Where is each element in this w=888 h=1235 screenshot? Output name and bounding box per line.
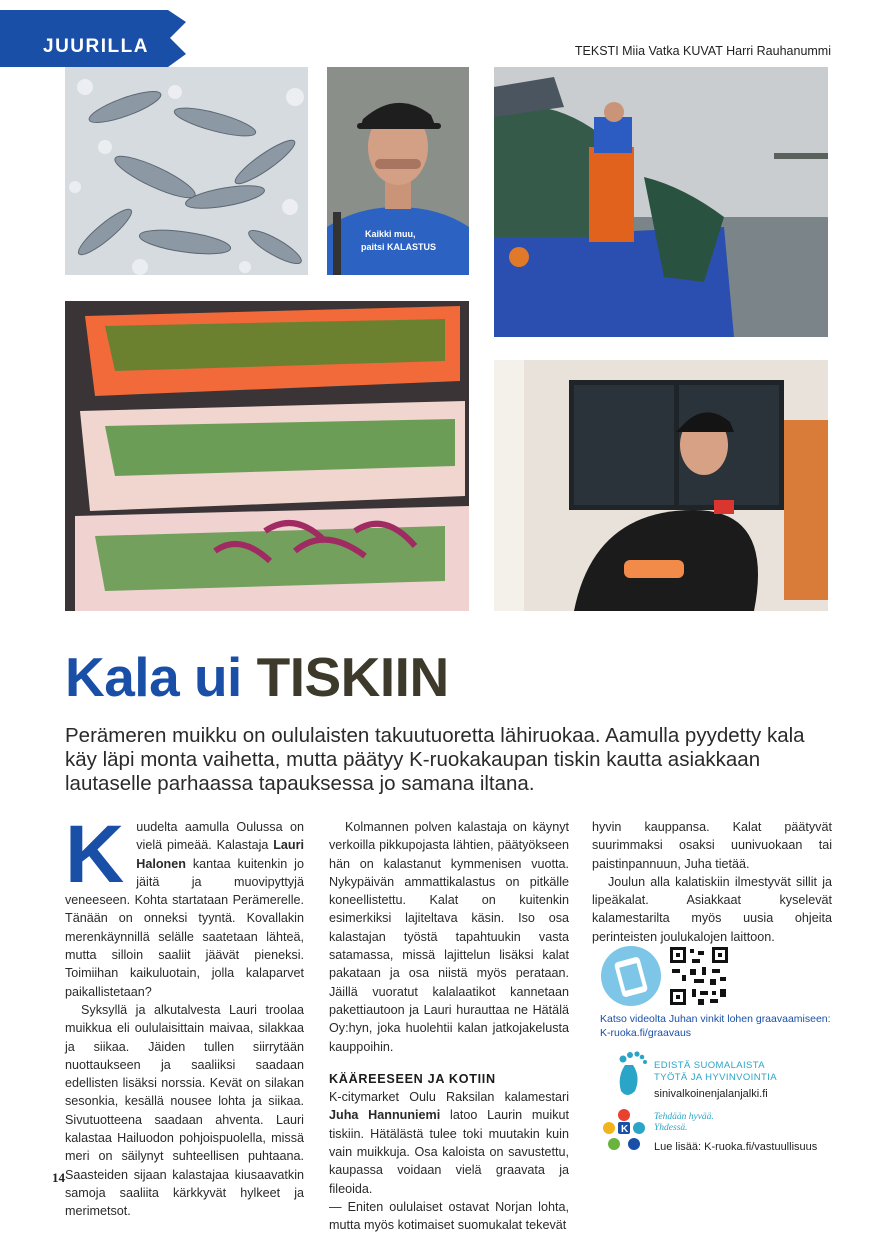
article-column-1: [65, 809, 304, 1221]
article-column-3: [592, 818, 832, 946]
article-column-2: [329, 818, 569, 1235]
svg-text:K: K: [621, 1124, 629, 1135]
lead-paragraph: Perämeren muikku on oululaisten takuutuoretta lähiruokaa. Aamulla pyydetty kala käy läpi monta vaihetta, mutta päätyy K-ruokakaupan tiskin kautta asiakkaan lautaselle parhaassa tapauksessa jo samana iltana.: [65, 724, 805, 795]
headline-part1: Kala ui: [65, 646, 242, 708]
article-paragraph-6: Joulun alla kalatiskiin ilmestyvät sillit ja lipeäkalat. Asiakkaat kyselevät kalamestarilta myös uusia ohjeita perinteisten joulukalojen laittoon.: [592, 874, 832, 944]
article-paragraph-4: [329, 1088, 569, 1198]
fishing-boat-photo: [494, 67, 828, 337]
person-name-juha: Juha Hannuniemi: [329, 1108, 441, 1123]
footprint-line2: TYÖTÄ JA HYVINVOINTIA: [654, 1072, 777, 1083]
footprint-line1: EDISTÄ SUOMALAISTA: [654, 1060, 766, 1071]
p1-intro: uudelta aamulla Oulussa on vielä pimeää. Kalastaja: [136, 820, 304, 853]
p4-intro: K-citymarket Oulu Raksilan kalamestari: [329, 1090, 569, 1105]
footprint-url[interactable]: sinivalkoinenjalanjalki.fi: [654, 1088, 768, 1100]
subheading: KÄÄREESEEN JA KOTIIN: [329, 1071, 496, 1086]
footprint-icon: [611, 1047, 651, 1099]
headline: [65, 645, 449, 709]
article-paragraph-1: [65, 809, 304, 1001]
shirt-text-line1: Kaikki muu,: [365, 229, 416, 239]
qr-code[interactable]: [668, 945, 730, 1007]
page-number: 14: [52, 1170, 65, 1185]
fish-counter-photo: [494, 360, 828, 611]
slogan-line1: Tehdään hyvää.: [654, 1112, 714, 1122]
video-link-text[interactable]: Katso videolta Juhan vinkit lohen graavaamiseen: K-ruoka.fi/graavaus: [600, 1013, 831, 1039]
p4-rest: latoo Laurin muikut tiskiin. Hätälästä tulee toki muutakin kuin vain muikkuja. Osa kaloista on savustettu, kaupassa voidaan vielä graavata ja fileoida.: [329, 1108, 569, 1196]
slogan-line2: Yhdessä.: [654, 1123, 688, 1133]
responsibility-link[interactable]: Lue lisää: K-ruoka.fi/vastuullisuus: [654, 1141, 818, 1153]
salmon-fillets-photo: [65, 301, 469, 611]
article-paragraph-3: Kolmannen polven kalastaja on käynyt verkoilla pikkupojasta lähtien, päätyökseen hän on kalastanut kymmenisen vuotta. Nykypäivän ammattikalastus on pitkälle koneellistettu. Kalat on kuitenkin esimerkiksi lajiteltava käsin. Iso osa kalastajan työstä tapahtuukin vasta satamassa, missä lajittelun lisäksi kalat pakataan ja osa niistä myös perataan. Jäillä vuoratut kalalaatikot kannetaan pakettiautoon ja Lauri hurauttaa ne Hätälä Oy:hyn, joka huolehtii kalan jatkojakelusta kauppoihin.: [329, 820, 569, 1054]
article-paragraph-2: Syksyllä ja alkutalvesta Lauri troolaa muikkua eli oululaisittain maivaa, silakkaa ja siikaa. Jäiden tullen siirrytään nuottaukseen ja saaliiksi saadaan edellisten lisäksi norssia. Kevät on silakan sesonkia, kesällä nousee lohta ja siikaa. Sivutuotteena saadaan ahventa. Lauri kalastaa Hailuodon pohjoispuolella, missä meri on säilynyt suhteellisen puhtaana. Saasteiden sijaan kalastajaa kiusaavatkin samoja saaliita kärkkyvät hylkeet ja merimetsot.: [65, 1002, 304, 1219]
fisherman-portrait-photo: [327, 67, 469, 275]
headline-part2: TISKIIN: [256, 646, 449, 708]
fish-on-ice-photo: [65, 67, 308, 275]
k-group-responsibility-logo: [601, 1108, 647, 1152]
footprint-slogan: [654, 1060, 777, 1084]
p1-rest: kantaa kuitenkin jo jäitä ja muovipyttyjä veneeseen. Kohta startataan Perämerelle. Tänään on onneksi tyyntä. Kovallakin merenkäynnillä selälle saatetaan lähteä, mutta silloin saaliit jäävät pieneksi. Toimiihan kaikuluotain, jolla kalaparvet paikallistetaan?: [65, 856, 304, 999]
responsibility-slogan: [654, 1112, 714, 1134]
person-name-lauri: Lauri Halonen: [136, 838, 304, 871]
phone-video-icon: [600, 945, 662, 1007]
shirt-text-line2: paitsi KALASTUS: [361, 242, 437, 252]
dropcap: K: [65, 809, 125, 900]
section-tab-label: JUURILLA: [43, 36, 149, 57]
article-paragraph-5b: hyvin kauppansa. Kalat päätyvät suurimmaksi osaksi uunivuokaan tai paistinpannuun, Juha tietää.: [592, 820, 832, 871]
section-tab: [0, 10, 186, 67]
credits: TEKSTI Miia Vatka KUVAT Harri Rauhanummi: [574, 44, 831, 58]
article-paragraph-5a: — Eniten oululaiset ostavat Norjan lohta, mutta myös kotimaiset suomukalat tekevät: [329, 1199, 569, 1233]
